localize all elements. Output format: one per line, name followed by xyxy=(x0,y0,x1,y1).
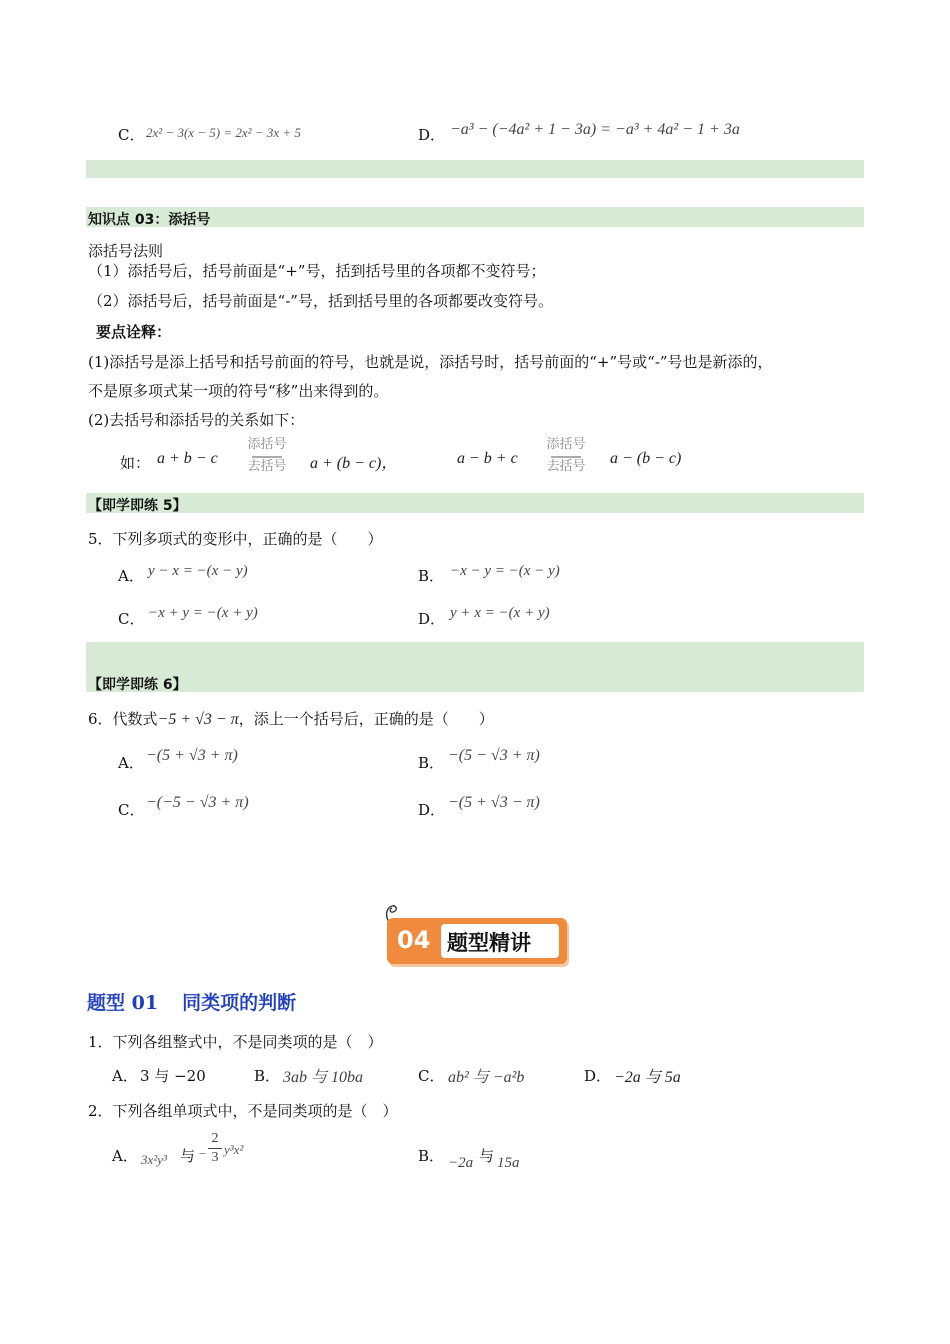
q2-option-a-left: 3x²y³ xyxy=(141,1152,167,1167)
q1-option-d: −2a 与 5a xyxy=(614,1069,681,1086)
p6-option-a-label: A． xyxy=(118,754,144,772)
q2-option-b-right: 15a xyxy=(497,1155,520,1171)
example-2-right: a − (b − c) xyxy=(610,450,682,467)
note-1-line-2: 不是原多项式某一项的符号“移”出来得到的。 xyxy=(88,382,389,400)
q2-option-b-label: B． xyxy=(418,1147,445,1165)
practice5-question: 5．下列多项式的变形中，正确的是（ ） xyxy=(88,530,383,548)
practice6-question-prefix: 6．代数式 xyxy=(88,710,158,728)
p5-option-a-label: A． xyxy=(118,567,144,585)
p6-option-a-expression: −(5 + √3 + π) xyxy=(146,747,238,764)
type01-heading-title: 同类项的判断 xyxy=(182,992,297,1014)
practice6-question xyxy=(88,708,494,729)
section-title: 题型精讲 xyxy=(447,931,531,955)
double-arrow-icon: ⎯⎯⎯⎯⎯ xyxy=(550,449,581,463)
q2-option-a-fraction xyxy=(208,1130,222,1167)
double-arrow-icon: ⎯⎯⎯⎯⎯ xyxy=(251,449,282,463)
p5-option-b-expression: −x − y = −(x − y) xyxy=(450,563,560,579)
p6-option-d-label: D． xyxy=(418,801,446,819)
practice5-heading-band xyxy=(86,493,864,513)
key-points-title: 要点诠释： xyxy=(96,323,172,341)
question-1: 1．下列各组整式中，不是同类项的是（ ） xyxy=(88,1033,383,1051)
p5-option-c-label: C． xyxy=(118,610,145,628)
p5-option-a-expression: y − x = −(x − y) xyxy=(148,563,248,579)
practice5-heading: 【即学即练 5】 xyxy=(88,498,187,514)
q2-option-a-label: A． xyxy=(112,1147,138,1165)
example-prefix: 如： xyxy=(120,454,151,472)
practice6-question-expression: −5 + √3 − π xyxy=(157,711,239,728)
p6-option-b-expression: −(5 − √3 + π) xyxy=(448,747,540,764)
type01-heading-number: 题型 01 xyxy=(87,992,159,1014)
p6-option-c-expression: −(−5 − √3 + π) xyxy=(146,794,249,811)
q1-option-a: 3 与 −20 xyxy=(140,1067,206,1085)
type01-heading xyxy=(87,988,296,1015)
remove-bracket-label: 去括号 xyxy=(546,459,586,474)
example-1-left: a + b − c xyxy=(157,450,218,467)
question-2: 2．下列各组单项式中，不是同类项的是（ ） xyxy=(88,1102,398,1120)
p6-option-b-label: B． xyxy=(418,754,445,772)
example-1-right: a + (b − c)， xyxy=(310,455,398,472)
practice6-question-suffix: ，添上一个括号后，正确的是（ ） xyxy=(238,710,494,728)
add-bracket-label: 添括号 xyxy=(247,437,287,452)
q2-option-a-connector: 与 xyxy=(180,1147,196,1165)
fraction-denominator: 3 xyxy=(208,1148,222,1167)
kp03-heading: 知识点 03：添括号 xyxy=(88,212,211,228)
rule-title: 添括号法则 xyxy=(88,242,164,260)
example-2-left: a − b + c xyxy=(457,450,518,467)
p6-option-c-label: C． xyxy=(118,801,145,819)
rule-1: （1）添括号后，括号前面是“+”号，括到括号里的各项都不变符号； xyxy=(88,262,546,280)
rule-2: （2）添括号后，括号前面是“-”号，括到括号里的各项都要改变符号。 xyxy=(88,292,553,310)
q1-option-b-label: B． xyxy=(254,1067,281,1085)
q1-option-c-label: C． xyxy=(418,1067,445,1085)
p5-option-b-label: B． xyxy=(418,567,445,585)
option-c-label: C． xyxy=(118,126,145,144)
q1-option-c: ab² 与 −a²b xyxy=(448,1069,525,1086)
practice6-heading-band xyxy=(86,642,864,692)
p5-option-c-expression: −x + y = −(x + y) xyxy=(148,605,258,621)
add-bracket-label: 添括号 xyxy=(546,437,586,452)
q2-option-a-right: y³x² xyxy=(224,1142,244,1157)
option-d-expression: −a³ − (−4a² + 1 − 3a) = −a³ + 4a² − 1 + 3a xyxy=(450,121,740,138)
p5-option-d-expression: y + x = −(x + y) xyxy=(450,605,550,621)
note-1-line-1: (1)添括号是添上括号和括号前面的符号，也就是说，添括号时，括号前面的“+”号或“-”号也是新添的， xyxy=(88,353,773,371)
q2-option-b-connector: 与 xyxy=(479,1147,495,1165)
p6-option-d-expression: −(5 + √3 − π) xyxy=(448,794,540,811)
p5-option-d-label: D． xyxy=(418,610,446,628)
example-2-relation xyxy=(531,438,601,474)
note-2: (2)去括号和添括号的关系如下： xyxy=(88,411,305,429)
option-d-label: D． xyxy=(418,126,446,144)
example-1-relation xyxy=(232,438,302,474)
q1-option-a-label: A． xyxy=(112,1067,138,1085)
practice6-heading: 【即学即练 6】 xyxy=(88,677,187,693)
q2-option-a-negative: − xyxy=(198,1146,207,1161)
section-badge xyxy=(383,900,569,970)
q1-option-b: 3ab 与 10ba xyxy=(283,1069,364,1086)
divider-band xyxy=(86,160,864,178)
remove-bracket-label: 去括号 xyxy=(247,459,287,474)
fraction-numerator: 2 xyxy=(211,1131,219,1146)
q2-option-b-left: −2a xyxy=(448,1155,474,1171)
section-number: 04 xyxy=(397,926,431,954)
q1-option-d-label: D． xyxy=(584,1067,612,1085)
option-c-expression: 2x² − 3(x − 5) = 2x² − 3x + 5 xyxy=(146,125,301,140)
